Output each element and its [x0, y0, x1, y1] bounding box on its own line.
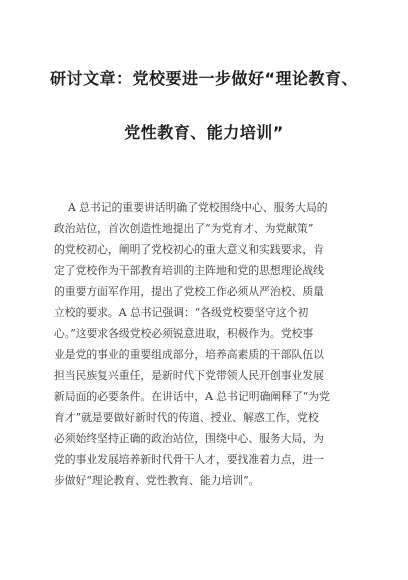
- body-line: 立校的要求。A 总书记强调：“各级党校要坚守这个初: [54, 306, 309, 319]
- body-line: 政治站位，首次创造性地提出了“为党育才、为党献策”: [54, 222, 314, 235]
- body-line: 新局面的必要条件。在讲话中，A 总书记明确阐释了“为党: [54, 390, 330, 403]
- body-line: 定了党校作为干部教育培训的主阵地和党的思想理论战线: [54, 264, 324, 277]
- body-line: 业是党的事业的重要组成部分，培养高素质的干部队伍以: [54, 348, 324, 361]
- body-line: 心。”这要求各级党校必须锐意进取，积极作为。党校事: [54, 327, 314, 340]
- body-line: A 总书记的重要讲话明确了党校围绕中心、服务大局的: [68, 201, 328, 214]
- body-line: 的党校初心，阐明了党校初心的重大意义和实践要求，肯: [54, 243, 324, 256]
- body-line: 育才”就是要做好新时代的传道、授业、解惑工作，党校: [54, 411, 319, 424]
- body-line: 担当民族复兴重任，是新时代下党带领人民开创事业发展: [54, 369, 324, 382]
- document-title-line-2: 党性教育、能力培训”: [124, 123, 284, 142]
- document-title-line-1: 研讨文章：党校要进一步做好“理论教育、: [49, 69, 359, 88]
- body-line: 党的事业发展培养新时代骨干人才，要找准着力点，进一: [54, 453, 324, 466]
- body-line: 的重要方面军作用，提出了党校工作必须从严治校、质量: [54, 285, 324, 298]
- body-line: 必须始终坚持正确的政治站位，围绕中心、服务大局，为: [54, 432, 324, 445]
- body-line: 步做好“理论教育、党性教育、能力培训”。: [54, 474, 260, 487]
